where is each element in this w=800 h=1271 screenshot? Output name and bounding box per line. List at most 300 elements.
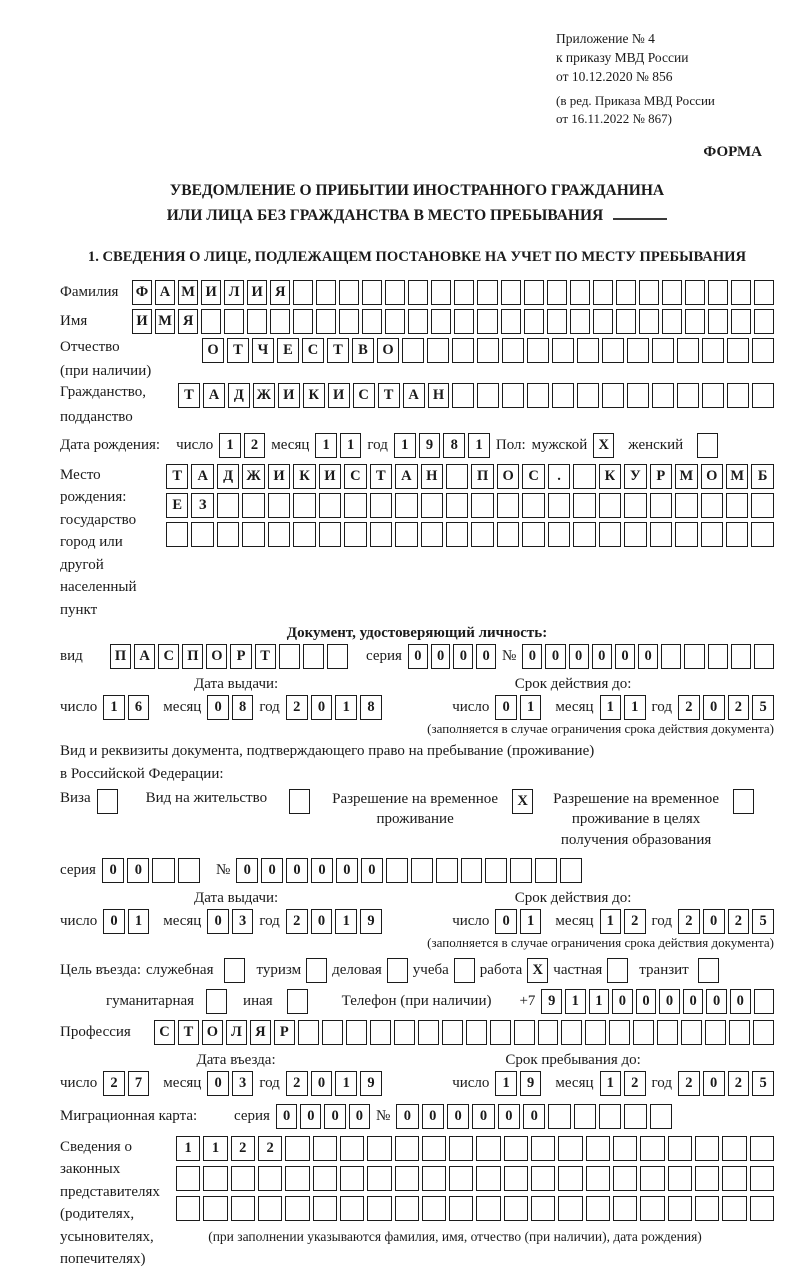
char-box[interactable]: А [155,280,175,305]
char-box[interactable] [731,644,751,669]
char-box[interactable] [231,1166,255,1191]
char-box[interactable]: Т [370,464,392,489]
char-box[interactable] [285,1196,309,1221]
char-box[interactable]: 0 [102,858,124,883]
char-box[interactable]: И [319,464,341,489]
char-box[interactable] [327,644,348,669]
char-box[interactable]: 6 [128,695,150,720]
char-box[interactable] [258,1196,282,1221]
char-box[interactable] [558,1136,582,1161]
char-box[interactable] [650,1104,672,1129]
char-box[interactable]: 2 [678,1071,700,1096]
char-box[interactable]: 1 [315,433,337,458]
birthplace-line3[interactable] [166,522,774,547]
char-box[interactable]: 2 [728,695,750,720]
char-box[interactable] [340,1166,364,1191]
char-box[interactable]: 0 [261,858,283,883]
char-box[interactable] [573,522,595,547]
char-box[interactable]: 0 [103,909,125,934]
char-box[interactable]: Е [277,338,299,363]
char-box[interactable]: 0 [659,989,680,1014]
char-box[interactable]: Л [226,1020,247,1045]
migr-series-field[interactable] [276,1104,370,1129]
char-box[interactable] [395,1136,419,1161]
char-box[interactable] [657,1020,678,1045]
char-box[interactable] [477,338,499,363]
char-box[interactable] [395,1166,419,1191]
char-box[interactable] [217,522,239,547]
char-box[interactable] [522,493,544,518]
char-box[interactable] [231,1196,255,1221]
char-box[interactable]: И [132,309,152,334]
char-box[interactable]: 2 [244,433,266,458]
char-box[interactable] [362,280,382,305]
char-box[interactable]: Л [224,280,244,305]
char-box[interactable]: П [471,464,493,489]
checkbox-other[interactable] [287,989,308,1014]
char-box[interactable] [502,338,524,363]
permit-series-field[interactable] [102,858,200,883]
char-box[interactable] [602,383,624,408]
char-box[interactable] [750,1196,774,1221]
checkbox-female[interactable] [697,433,718,458]
char-box[interactable]: 1 [600,909,622,934]
char-box[interactable] [367,1136,391,1161]
char-box[interactable] [573,493,595,518]
char-box[interactable]: 0 [703,909,725,934]
doc-valid-month-field[interactable] [600,695,646,720]
char-box[interactable] [570,309,590,334]
char-box[interactable] [427,338,449,363]
char-box[interactable]: Д [228,383,250,408]
profession-field[interactable] [154,1020,774,1045]
char-box[interactable] [552,338,574,363]
char-box[interactable] [504,1136,528,1161]
char-box[interactable] [362,309,382,334]
char-box[interactable] [650,522,672,547]
char-box[interactable] [661,644,681,669]
char-box[interactable] [726,522,748,547]
representatives-line3[interactable] [176,1196,774,1221]
char-box[interactable]: И [278,383,300,408]
char-box[interactable]: 1 [600,695,622,720]
char-box[interactable]: А [403,383,425,408]
char-box[interactable]: К [293,464,315,489]
char-box[interactable]: Р [230,644,251,669]
char-box[interactable]: Н [428,383,450,408]
permit-valid-month-field[interactable] [600,909,646,934]
char-box[interactable]: М [726,464,748,489]
char-box[interactable] [613,1196,637,1221]
char-box[interactable] [446,464,468,489]
char-box[interactable]: Т [166,464,188,489]
char-box[interactable] [476,1166,500,1191]
char-box[interactable] [446,493,468,518]
char-box[interactable] [477,309,497,334]
representatives-line1[interactable] [176,1136,774,1161]
checkbox-tourism[interactable] [306,958,327,983]
char-box[interactable] [577,338,599,363]
char-box[interactable] [708,309,728,334]
char-box[interactable]: 5 [752,1071,774,1096]
char-box[interactable] [395,493,417,518]
char-box[interactable] [370,522,392,547]
citizenship-field[interactable] [178,383,774,408]
char-box[interactable] [731,280,751,305]
char-box[interactable]: 2 [678,909,700,934]
surname-field[interactable] [132,280,774,305]
char-box[interactable] [613,1136,637,1161]
char-box[interactable] [394,1020,415,1045]
char-box[interactable] [633,1020,654,1045]
char-box[interactable]: 1 [219,433,241,458]
char-box[interactable]: 0 [472,1104,494,1129]
doc-series-field[interactable] [408,644,496,669]
char-box[interactable] [527,383,549,408]
char-box[interactable]: 0 [408,644,428,669]
char-box[interactable]: 2 [286,695,308,720]
char-box[interactable] [285,1136,309,1161]
doc-valid-year-field[interactable] [678,695,774,720]
checkbox-study[interactable] [454,958,475,983]
char-box[interactable]: Я [270,280,290,305]
char-box[interactable] [609,1020,630,1045]
char-box[interactable] [477,383,499,408]
char-box[interactable] [510,858,532,883]
char-box[interactable] [166,522,188,547]
char-box[interactable] [268,493,290,518]
birth-day-field[interactable] [219,433,265,458]
char-box[interactable]: 1 [394,433,416,458]
char-box[interactable]: 2 [728,1071,750,1096]
char-box[interactable]: С [353,383,375,408]
char-box[interactable] [224,309,244,334]
char-box[interactable] [242,522,264,547]
char-box[interactable]: С [344,464,366,489]
char-box[interactable]: И [247,280,267,305]
char-box[interactable]: 0 [207,1071,229,1096]
char-box[interactable] [452,338,474,363]
char-box[interactable] [750,1136,774,1161]
char-box[interactable] [675,522,697,547]
char-box[interactable]: 9 [360,909,382,934]
char-box[interactable] [344,493,366,518]
char-box[interactable]: 0 [523,1104,545,1129]
char-box[interactable]: А [395,464,417,489]
doc-issue-month-field[interactable] [207,695,253,720]
char-box[interactable]: 0 [615,644,635,669]
checkbox-work[interactable]: X [527,958,548,983]
char-box[interactable] [531,1136,555,1161]
char-box[interactable]: 2 [624,909,646,934]
char-box[interactable] [548,522,570,547]
char-box[interactable] [613,1166,637,1191]
char-box[interactable] [471,522,493,547]
char-box[interactable]: 2 [624,1071,646,1096]
char-box[interactable] [561,1020,582,1045]
char-box[interactable] [490,1020,511,1045]
char-box[interactable] [585,1020,606,1045]
char-box[interactable]: 8 [443,433,465,458]
char-box[interactable] [527,338,549,363]
char-box[interactable] [370,1020,391,1045]
char-box[interactable]: 0 [207,909,229,934]
permit-issue-month-field[interactable] [207,909,253,934]
char-box[interactable] [270,309,290,334]
char-box[interactable]: 0 [495,909,517,934]
char-box[interactable] [367,1196,391,1221]
char-box[interactable] [573,464,595,489]
char-box[interactable] [431,280,451,305]
char-box[interactable]: К [303,383,325,408]
char-box[interactable]: 0 [703,695,725,720]
char-box[interactable] [624,522,646,547]
char-box[interactable]: 1 [103,695,125,720]
entry-day-field[interactable] [103,1071,149,1096]
char-box[interactable]: Н [421,464,443,489]
char-box[interactable] [662,280,682,305]
char-box[interactable]: Т [178,1020,199,1045]
char-box[interactable] [627,338,649,363]
checkbox-official[interactable] [224,958,245,983]
char-box[interactable] [313,1196,337,1221]
char-box[interactable] [242,493,264,518]
char-box[interactable] [501,309,521,334]
representatives-line2[interactable] [176,1166,774,1191]
char-box[interactable]: 0 [592,644,612,669]
char-box[interactable] [395,1196,419,1221]
char-box[interactable] [702,338,724,363]
char-box[interactable] [751,493,773,518]
char-box[interactable]: 0 [336,858,358,883]
birthplace-line1[interactable] [166,464,774,489]
checkbox-transit[interactable] [698,958,719,983]
char-box[interactable] [176,1196,200,1221]
char-box[interactable]: 0 [349,1104,370,1129]
char-box[interactable] [316,309,336,334]
char-box[interactable] [558,1166,582,1191]
char-box[interactable] [524,309,544,334]
char-box[interactable] [339,309,359,334]
char-box[interactable]: 1 [520,695,542,720]
char-box[interactable] [662,309,682,334]
char-box[interactable] [560,858,582,883]
char-box[interactable]: 2 [678,695,700,720]
char-box[interactable] [726,493,748,518]
char-box[interactable] [640,1196,664,1221]
char-box[interactable] [421,493,443,518]
stay-year-field[interactable] [678,1071,774,1096]
char-box[interactable] [668,1136,692,1161]
char-box[interactable] [268,522,290,547]
char-box[interactable]: 1 [589,989,610,1014]
char-box[interactable]: 0 [447,1104,469,1129]
char-box[interactable] [293,280,313,305]
char-box[interactable]: 0 [612,989,633,1014]
char-box[interactable] [729,1020,750,1045]
char-box[interactable] [639,309,659,334]
char-box[interactable] [695,1166,719,1191]
char-box[interactable] [558,1196,582,1221]
char-box[interactable]: 8 [232,695,254,720]
char-box[interactable] [298,1020,319,1045]
char-box[interactable]: 0 [396,1104,418,1129]
char-box[interactable]: О [202,1020,223,1045]
char-box[interactable] [446,522,468,547]
char-box[interactable] [422,1166,446,1191]
char-box[interactable] [203,1166,227,1191]
birth-month-field[interactable] [315,433,361,458]
char-box[interactable] [385,309,405,334]
entry-month-field[interactable] [207,1071,253,1096]
char-box[interactable]: Т [178,383,200,408]
char-box[interactable] [586,1166,610,1191]
char-box[interactable]: 0 [703,1071,725,1096]
char-box[interactable] [339,280,359,305]
char-box[interactable] [685,280,705,305]
char-box[interactable]: Д [217,464,239,489]
char-box[interactable] [313,1166,337,1191]
char-box[interactable] [386,858,408,883]
permit-issue-year-field[interactable] [286,909,382,934]
char-box[interactable] [501,280,521,305]
char-box[interactable] [652,338,674,363]
char-box[interactable]: 0 [453,644,473,669]
char-box[interactable] [293,493,315,518]
char-box[interactable] [421,522,443,547]
char-box[interactable] [754,309,774,334]
char-box[interactable] [504,1166,528,1191]
char-box[interactable]: 1 [203,1136,227,1161]
char-box[interactable] [522,522,544,547]
char-box[interactable]: 1 [495,1071,517,1096]
char-box[interactable]: М [178,280,198,305]
char-box[interactable]: Т [378,383,400,408]
birthplace-line2[interactable] [166,493,774,518]
char-box[interactable]: 1 [176,1136,200,1161]
char-box[interactable]: Ч [252,338,274,363]
char-box[interactable]: О [377,338,399,363]
char-box[interactable] [593,280,613,305]
char-box[interactable] [627,383,649,408]
char-box[interactable]: 2 [728,909,750,934]
char-box[interactable]: И [328,383,350,408]
char-box[interactable]: И [201,280,221,305]
char-box[interactable] [708,644,728,669]
char-box[interactable] [178,858,200,883]
char-box[interactable]: 0 [522,644,542,669]
char-box[interactable]: 0 [300,1104,321,1129]
char-box[interactable] [727,338,749,363]
doc-number-field[interactable] [522,644,774,669]
char-box[interactable] [754,280,774,305]
char-box[interactable]: 1 [565,989,586,1014]
char-box[interactable] [411,858,433,883]
char-box[interactable]: 2 [258,1136,282,1161]
char-box[interactable]: У [624,464,646,489]
char-box[interactable]: Т [227,338,249,363]
char-box[interactable] [722,1196,746,1221]
permit-number-field[interactable] [236,858,582,883]
char-box[interactable] [640,1166,664,1191]
char-box[interactable] [293,309,313,334]
char-box[interactable] [705,1020,726,1045]
char-box[interactable]: 0 [207,695,229,720]
char-box[interactable]: 0 [431,644,451,669]
char-box[interactable] [191,522,213,547]
char-box[interactable] [497,493,519,518]
char-box[interactable] [701,493,723,518]
char-box[interactable]: 0 [324,1104,345,1129]
char-box[interactable]: 0 [683,989,704,1014]
char-box[interactable] [346,1020,367,1045]
char-box[interactable]: О [206,644,227,669]
char-box[interactable] [408,280,428,305]
char-box[interactable] [367,1166,391,1191]
char-box[interactable] [454,280,474,305]
char-box[interactable]: Р [650,464,672,489]
char-box[interactable]: 0 [311,1071,333,1096]
char-box[interactable] [586,1136,610,1161]
char-box[interactable] [593,309,613,334]
char-box[interactable]: 1 [624,695,646,720]
char-box[interactable] [684,644,704,669]
char-box[interactable]: А [134,644,155,669]
char-box[interactable]: С [522,464,544,489]
char-box[interactable]: 2 [103,1071,125,1096]
checkbox-temp-residence[interactable]: X [512,789,533,814]
char-box[interactable] [385,280,405,305]
char-box[interactable]: 0 [706,989,727,1014]
char-box[interactable] [402,338,424,363]
checkbox-private[interactable] [607,958,628,983]
char-box[interactable] [340,1136,364,1161]
char-box[interactable] [535,858,557,883]
char-box[interactable]: 5 [752,909,774,934]
char-box[interactable] [752,383,774,408]
char-box[interactable] [316,280,336,305]
char-box[interactable] [201,309,221,334]
char-box[interactable]: 5 [752,695,774,720]
char-box[interactable]: 9 [541,989,562,1014]
char-box[interactable]: И [268,464,290,489]
char-box[interactable]: 0 [276,1104,297,1129]
char-box[interactable] [624,493,646,518]
char-box[interactable] [502,383,524,408]
char-box[interactable] [514,1020,535,1045]
char-box[interactable] [531,1196,555,1221]
char-box[interactable] [675,493,697,518]
doc-issue-day-field[interactable] [103,695,149,720]
char-box[interactable] [548,1104,570,1129]
char-box[interactable] [319,522,341,547]
char-box[interactable] [471,493,493,518]
char-box[interactable]: Е [166,493,188,518]
char-box[interactable] [217,493,239,518]
char-box[interactable] [422,1196,446,1221]
char-box[interactable] [599,522,621,547]
permit-issue-day-field[interactable] [103,909,149,934]
char-box[interactable]: 0 [311,858,333,883]
char-box[interactable]: С [302,338,324,363]
char-box[interactable] [442,1020,463,1045]
char-box[interactable]: 1 [335,1071,357,1096]
char-box[interactable]: 0 [127,858,149,883]
char-box[interactable] [313,1136,337,1161]
char-box[interactable]: . [548,464,570,489]
char-box[interactable]: О [202,338,224,363]
char-box[interactable] [708,280,728,305]
